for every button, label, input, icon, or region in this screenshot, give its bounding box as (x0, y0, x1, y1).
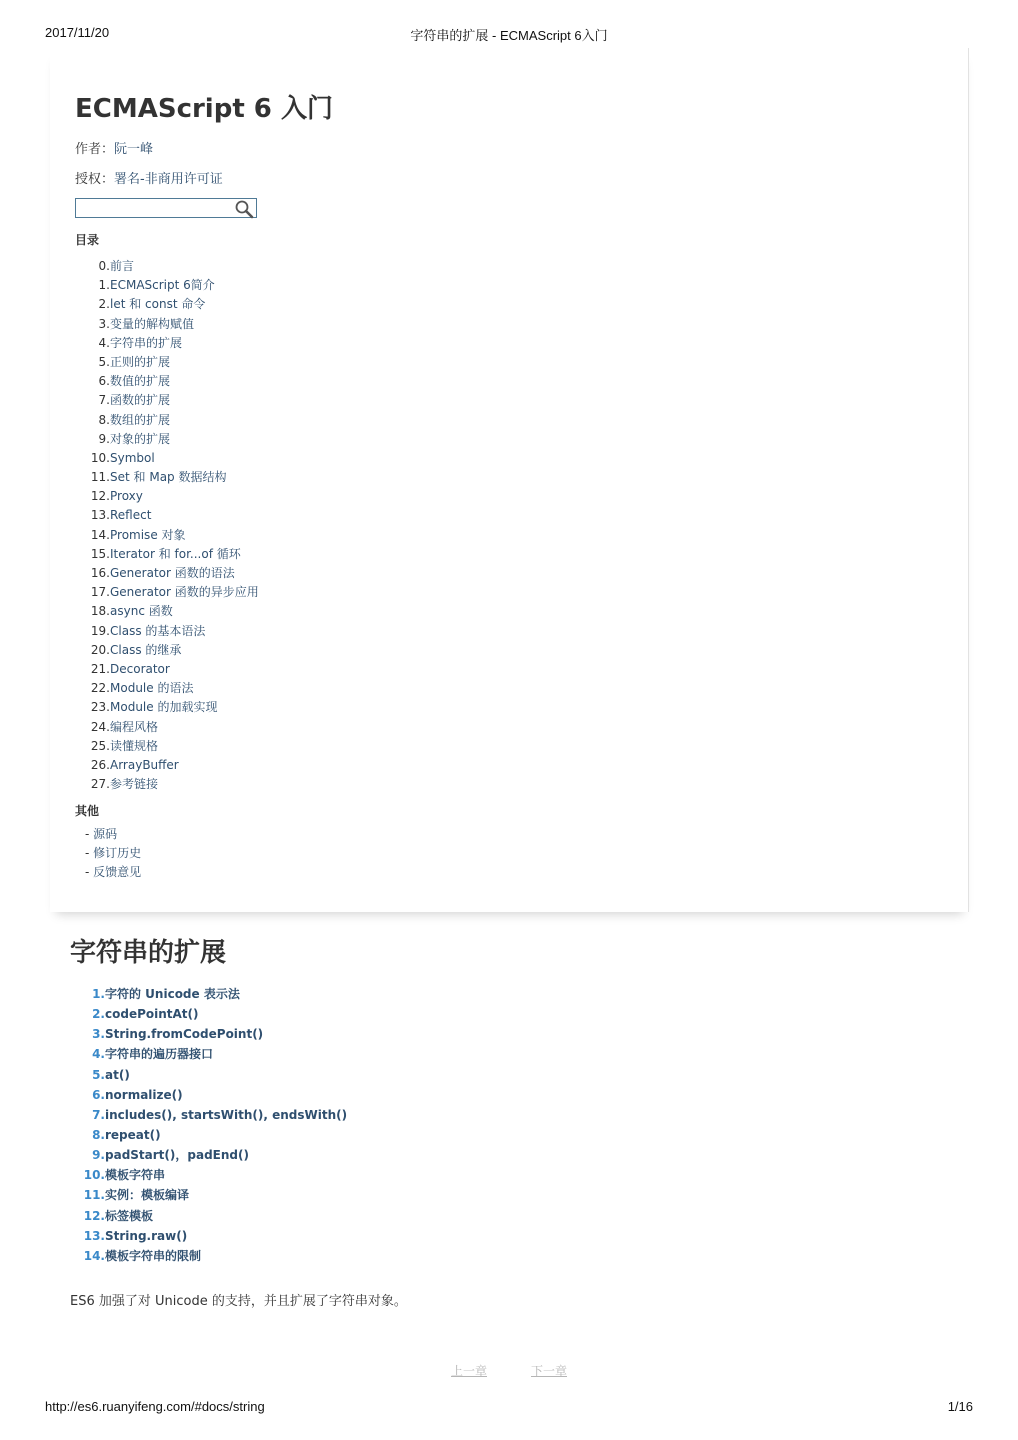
prev-chapter-link[interactable]: 上一章 (451, 1364, 488, 1378)
chapter-toc-link[interactable]: 实例：模板编译 (105, 1188, 190, 1203)
toc-item-number: 17. (90, 585, 110, 600)
toc-item-link[interactable]: 前言 (110, 259, 135, 273)
toc-item[interactable] (75, 372, 335, 391)
toc-item-number: 18. (90, 604, 110, 619)
toc-item[interactable] (75, 526, 335, 545)
chapter-toc-item[interactable] (70, 1206, 470, 1226)
chapter-toc-link[interactable]: repeat() (105, 1127, 161, 1142)
toc-item-link[interactable]: Set 和 Map 数据结构 (110, 470, 227, 485)
toc-item-number: 9. (98, 431, 110, 446)
chapter-toc-number: 8. (92, 1127, 105, 1142)
toc-item-number: 26. (90, 757, 110, 772)
toc-item[interactable] (75, 602, 335, 621)
toc-item-number: 4. (98, 335, 110, 350)
others-item[interactable] (85, 825, 141, 844)
toc-item-link[interactable]: Decorator (110, 661, 170, 676)
toc-item-link[interactable]: Generator 函数的异步应用 (110, 585, 259, 600)
search-box (75, 198, 257, 218)
toc-item-link[interactable]: Class 的继承 (110, 642, 182, 657)
toc-item-link[interactable]: let 和 const 命令 (110, 297, 206, 312)
toc-item-link[interactable]: Iterator 和 for...of 循环 (110, 546, 241, 561)
chapter-toc-item[interactable] (70, 1165, 470, 1185)
chapter-toc-number: 13. (83, 1228, 105, 1243)
toc-item[interactable] (75, 411, 335, 430)
toc-item[interactable] (75, 718, 335, 737)
toc-item[interactable] (75, 679, 335, 698)
toc-item-link[interactable]: Promise 对象 (110, 527, 186, 542)
chapter-toc-item[interactable] (70, 1105, 470, 1125)
toc-item-link[interactable]: 读懂规格 (110, 738, 159, 753)
search-input[interactable] (78, 200, 228, 216)
chapter-toc-link[interactable]: padStart()，padEnd() (105, 1148, 249, 1163)
toc-item[interactable] (75, 583, 335, 602)
toc-item-number: 5. (98, 354, 110, 369)
chapter-toc-number: 4. (92, 1047, 105, 1062)
toc-item[interactable] (75, 430, 335, 449)
next-chapter-link[interactable]: 下一章 (531, 1364, 568, 1378)
chapter-toc-number: 10. (83, 1168, 105, 1183)
chapter-toc-item[interactable] (70, 1004, 470, 1024)
author-line (75, 138, 153, 157)
print-url: http://es6.ruanyifeng.com/#docs/string (45, 1399, 265, 1414)
toc-item-number: 2. (98, 297, 110, 312)
chapter-toc-link[interactable]: 标签模板 (105, 1208, 154, 1223)
toc-item[interactable] (75, 468, 335, 487)
chapter-toc-number: 1. (92, 987, 105, 1001)
intro-paragraph: ES6 加强了对 Unicode 的支持，并且扩展了字符串对象。 (70, 1294, 407, 1309)
chapter-toc-link[interactable]: codePointAt() (105, 1007, 199, 1022)
toc-item-number: 25. (90, 738, 110, 753)
toc-heading: 目录 (75, 233, 100, 247)
chapter-toc-item[interactable] (70, 984, 470, 1004)
chapter-toc-link[interactable]: 字符串的遍历器接口 (105, 1047, 214, 1062)
chapter-toc-link[interactable]: String.fromCodePoint() (105, 1027, 264, 1042)
toc-item-number: 14. (90, 527, 110, 542)
chapter-toc-item[interactable] (70, 1024, 470, 1044)
chapter-toc-number: 7. (92, 1107, 105, 1122)
toc-item-number: 11. (90, 470, 110, 485)
toc-item-number: 3. (98, 316, 110, 331)
toc-item-number: 1. (98, 278, 110, 293)
toc-item-number: 27. (90, 777, 110, 792)
chapter-toc-number: 6. (92, 1087, 105, 1102)
license-link[interactable]: 署名-非商用许可证 (114, 172, 223, 187)
chapter-toc-link[interactable]: 模板字符串 (105, 1168, 166, 1183)
toc-item[interactable] (75, 276, 335, 295)
print-page-number: 1/16 (947, 1399, 973, 1414)
toc-item-link[interactable]: Reflect (110, 508, 152, 523)
toc-item[interactable] (75, 506, 335, 525)
toc-item-link[interactable]: Module 的语法 (110, 681, 194, 696)
toc-item-link[interactable]: 编程风格 (110, 719, 159, 734)
toc-item-link[interactable]: ArrayBuffer (110, 757, 179, 772)
toc-item[interactable] (75, 487, 335, 506)
author-link[interactable]: 阮一峰 (114, 142, 154, 157)
others-item-dash: - (85, 865, 94, 879)
chapter-toc-link[interactable]: String.raw() (105, 1228, 188, 1243)
toc-item[interactable] (75, 545, 335, 564)
toc-item[interactable] (75, 391, 335, 410)
toc-item-link[interactable]: Proxy (110, 489, 143, 504)
toc-item-link[interactable]: 数组的扩展 (110, 412, 171, 427)
others-heading: 其他 (75, 804, 100, 818)
license-line (75, 168, 223, 187)
toc-item-link[interactable]: 数值的扩展 (110, 374, 171, 389)
search-icon[interactable] (234, 199, 254, 219)
others-item[interactable] (85, 863, 141, 882)
toc-item-link[interactable]: ECMAScript 6简介 (110, 278, 215, 293)
toc-item-link[interactable]: Module 的加载实现 (110, 700, 218, 715)
toc-item[interactable] (75, 449, 335, 468)
toc-item-number: 12. (90, 489, 110, 504)
book-title: ECMAScript 6 入门 (75, 94, 333, 124)
chapter-toc-link[interactable]: includes(), startsWith(), endsWith() (105, 1107, 348, 1122)
chapter-toc-number: 9. (92, 1148, 105, 1163)
toc-item-link[interactable]: Symbol (110, 450, 155, 465)
toc-item-number: 0. (98, 259, 110, 273)
sidebar (50, 48, 969, 912)
others-list (85, 825, 141, 882)
print-footer (0, 1397, 1018, 1417)
chapter-toc (70, 984, 470, 1266)
toc-item-number: 6. (98, 374, 110, 389)
toc-item[interactable] (75, 698, 335, 717)
toc-item-number: 10. (90, 450, 110, 465)
others-item-dash: - (85, 827, 94, 841)
toc-item[interactable] (75, 334, 335, 353)
toc-item-link[interactable]: 字符串的扩展 (110, 335, 183, 350)
toc-item[interactable] (75, 353, 335, 372)
toc-item-link[interactable]: 函数的扩展 (110, 393, 171, 408)
chapter-toc-link[interactable]: 字符的 Unicode 表示法 (105, 987, 240, 1001)
chapter-toc-number: 5. (92, 1067, 105, 1082)
toc-item-link[interactable]: Generator 函数的语法 (110, 566, 235, 580)
toc-item-link[interactable]: 变量的解构赋值 (110, 316, 195, 331)
chapter-toc-number: 11. (83, 1188, 105, 1203)
toc-item[interactable] (75, 737, 335, 756)
toc-item-number: 20. (90, 642, 110, 657)
chapter-toc-item[interactable] (70, 1145, 470, 1165)
toc-item-number: 15. (90, 546, 110, 561)
toc-item[interactable] (75, 257, 335, 276)
others-item-link[interactable]: 反馈意见 (93, 865, 142, 879)
toc-item-number: 7. (98, 393, 110, 408)
toc-item-link[interactable]: 正则的扩展 (110, 354, 171, 369)
others-item[interactable] (85, 844, 141, 863)
others-item-link[interactable]: 源码 (93, 827, 118, 841)
toc-item[interactable] (75, 622, 335, 641)
chapter-toc-item[interactable] (70, 1044, 470, 1064)
toc-list (75, 257, 335, 794)
print-header (0, 22, 1018, 42)
chapter-toc-item[interactable] (70, 1185, 470, 1205)
chapter-toc-item[interactable] (70, 1226, 470, 1246)
chapter-toc-number: 12. (83, 1208, 105, 1223)
author-label: 作者： (75, 142, 115, 157)
toc-item-link[interactable]: 参考链接 (110, 777, 159, 792)
license-label: 授权： (75, 172, 115, 187)
chapter-toc-link[interactable]: normalize() (105, 1087, 183, 1102)
toc-item-number: 24. (90, 719, 110, 734)
toc-item[interactable] (75, 295, 335, 314)
toc-item-number: 8. (98, 412, 110, 427)
chapter-title: 字符串的扩展 (70, 938, 227, 968)
print-date: 2017/11/20 (45, 25, 110, 40)
chapter-toc-link[interactable]: 模板字符串的限制 (105, 1248, 202, 1263)
toc-item[interactable] (75, 315, 335, 334)
toc-item[interactable] (75, 775, 335, 794)
chapter-toc-item[interactable] (70, 1065, 470, 1085)
chapter-toc-number: 3. (92, 1027, 105, 1042)
toc-item-number: 16. (90, 566, 110, 580)
toc-item-link[interactable]: 对象的扩展 (110, 431, 171, 446)
toc-item[interactable] (75, 660, 335, 679)
toc-item[interactable] (75, 641, 335, 660)
toc-item-number: 23. (90, 700, 110, 715)
others-item-link[interactable]: 修订历史 (93, 846, 142, 860)
print-page-title: 字符串的扩展 - ECMAScript 6入门 (410, 28, 608, 43)
chapter-toc-link[interactable]: at() (105, 1067, 130, 1082)
chapter-toc-item[interactable] (70, 1246, 470, 1266)
others-item-dash: - (85, 846, 94, 860)
toc-item-link[interactable]: async 函数 (110, 604, 173, 619)
chapter-toc-item[interactable] (70, 1085, 470, 1105)
chapter-toc-number: 14. (83, 1248, 105, 1263)
toc-item-link[interactable]: Class 的基本语法 (110, 623, 206, 638)
chapter-toc-number: 2. (92, 1007, 105, 1022)
toc-item-number: 22. (90, 681, 110, 696)
toc-item-number: 19. (90, 623, 110, 638)
toc-item[interactable] (75, 564, 335, 583)
toc-item[interactable] (75, 756, 335, 775)
toc-item-number: 13. (90, 508, 110, 523)
chapter-toc-item[interactable] (70, 1125, 470, 1145)
toc-item-number: 21. (90, 661, 110, 676)
